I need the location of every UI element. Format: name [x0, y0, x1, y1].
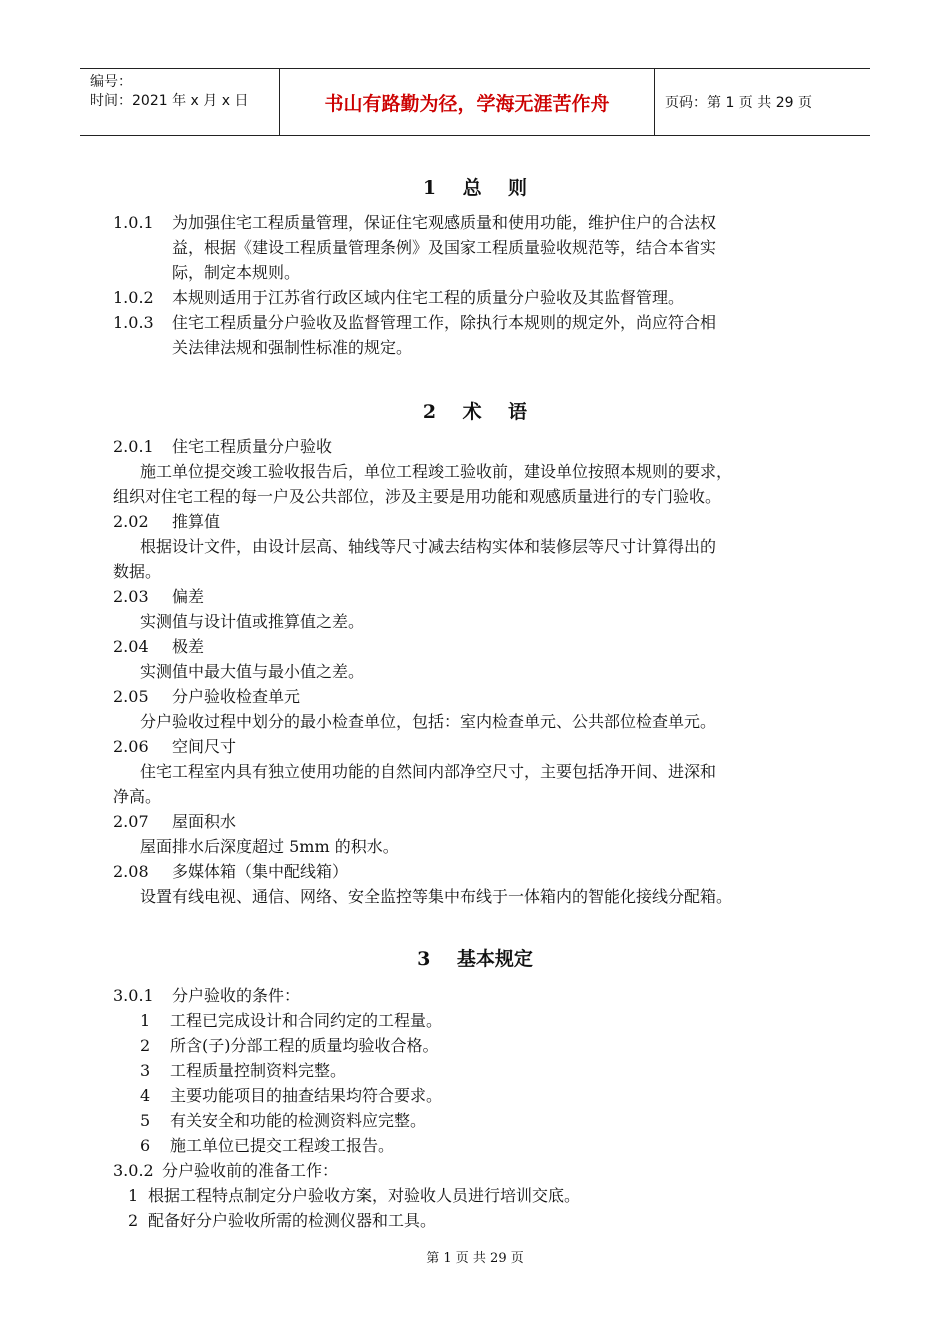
term-definition-line: 净高。 [113, 787, 162, 806]
list-item-number: 2 [128, 1211, 139, 1230]
list-item-number: 1 [128, 1186, 139, 1205]
clause-title: 分户验收的条件： [172, 986, 301, 1005]
list-item-number: 2 [140, 1036, 151, 1055]
list-item-number: 6 [140, 1136, 151, 1155]
header-motto: 书山有路勤为径，学海无涯苦作舟 [280, 69, 655, 135]
clause-text-line: 为加强住宅工程质量管理，保证住宅观感质量和使用功能，维护住户的合法权 [172, 213, 717, 232]
clause-number: 3.0.2 [113, 1161, 154, 1180]
header-page-number: 页码：第 1 页 共 29 页 [665, 95, 812, 111]
page-footer: 第 1 页 共 29 页 [426, 1251, 524, 1266]
term-name: 空间尺寸 [172, 737, 237, 756]
term-name: 屋面积水 [172, 812, 237, 831]
list-item-number: 1 [140, 1011, 151, 1030]
term-number: 2.04 [113, 637, 149, 656]
clause-text-line: 益，根据《建设工程质量管理条例》及国家工程质量验收规范等，结合本省实 [172, 238, 717, 257]
page-header [80, 68, 870, 136]
term-number: 2.08 [113, 862, 149, 881]
list-item: 工程质量控制资料完整。 [170, 1061, 347, 1080]
term-definition-line: 根据设计文件，由设计层高、轴线等尺寸减去结构实体和装修层等尺寸计算得出的 [140, 537, 717, 556]
term-number: 2.02 [113, 512, 149, 531]
term-name: 分户验收检查单元 [172, 687, 301, 706]
list-item: 所含(子)分部工程的质量均验收合格。 [170, 1036, 439, 1055]
term-definition-line: 实测值中最大值与最小值之差。 [140, 662, 365, 681]
term-definition-line: 数据。 [113, 562, 162, 581]
clause-number: 3.0.1 [113, 986, 154, 1005]
clause-number: 1.0.1 [113, 213, 154, 232]
term-definition-line: 组织对住宅工程的每一户及公共部位，涉及主要是用功能和观感质量进行的专门验收。 [113, 487, 722, 506]
section-title: 3 基本规定 [417, 948, 533, 970]
clause-title: 分户验收前的准备工作： [162, 1161, 339, 1180]
clause-text-line: 际，制定本规则。 [172, 263, 301, 282]
list-item: 根据工程特点制定分户验收方案，对验收人员进行培训交底。 [148, 1186, 581, 1205]
list-item: 施工单位已提交工程竣工报告。 [170, 1136, 395, 1155]
clause-text-line: 住宅工程质量分户验收及监督管理工作，除执行本规则的规定外，尚应符合相 [172, 313, 717, 332]
term-definition-line: 实测值与设计值或推算值之差。 [140, 612, 365, 631]
section-title: 1 总 则 [422, 177, 528, 199]
term-number: 2.0.1 [113, 437, 154, 456]
list-item: 配备好分户验收所需的检测仪器和工具。 [148, 1211, 437, 1230]
term-definition-line: 设置有线电视、通信、网络、安全监控等集中布线于一体箱内的智能化接线分配箱。 [140, 887, 733, 906]
term-name: 住宅工程质量分户验收 [172, 437, 333, 456]
term-name: 偏差 [172, 587, 205, 606]
list-item: 工程已完成设计和合同约定的工程量。 [170, 1011, 443, 1030]
term-definition-line: 屋面排水后深度超过 5mm 的积水。 [140, 837, 399, 856]
list-item: 有关安全和功能的检测资料应完整。 [170, 1111, 427, 1130]
term-definition-line: 施工单位提交竣工验收报告后，单位工程竣工验收前，建设单位按照本规则的要求， [140, 462, 733, 481]
term-number: 2.03 [113, 587, 149, 606]
term-name: 极差 [172, 637, 205, 656]
term-definition-line: 分户验收过程中划分的最小检查单位，包括：室内检查单元、公共部位检查单元。 [140, 712, 717, 731]
list-item-number: 5 [140, 1111, 151, 1130]
term-number: 2.05 [113, 687, 149, 706]
clause-text-line: 本规则适用于江苏省行政区域内住宅工程的质量分户验收及其监督管理。 [172, 288, 685, 307]
term-number: 2.07 [113, 812, 149, 831]
section-title: 2 术 语 [422, 401, 528, 423]
clause-text-line: 关法律法规和强制性标准的规定。 [172, 338, 413, 357]
serial-label: 编号： [90, 74, 132, 90]
term-name: 多媒体箱（集中配线箱） [172, 862, 349, 881]
term-number: 2.06 [113, 737, 149, 756]
clause-number: 1.0.3 [113, 313, 154, 332]
header-meta [80, 69, 280, 135]
list-item-number: 3 [140, 1061, 151, 1080]
term-name: 推算值 [172, 512, 221, 531]
clause-number: 1.0.2 [113, 288, 154, 307]
date-label: 时间：2021 年 x 月 x 日 [90, 93, 249, 109]
term-definition-line: 住宅工程室内具有独立使用功能的自然间内部净空尺寸，主要包括净开间、进深和 [140, 762, 717, 781]
list-item: 主要功能项目的抽查结果均符合要求。 [170, 1086, 443, 1105]
list-item-number: 4 [140, 1086, 151, 1105]
